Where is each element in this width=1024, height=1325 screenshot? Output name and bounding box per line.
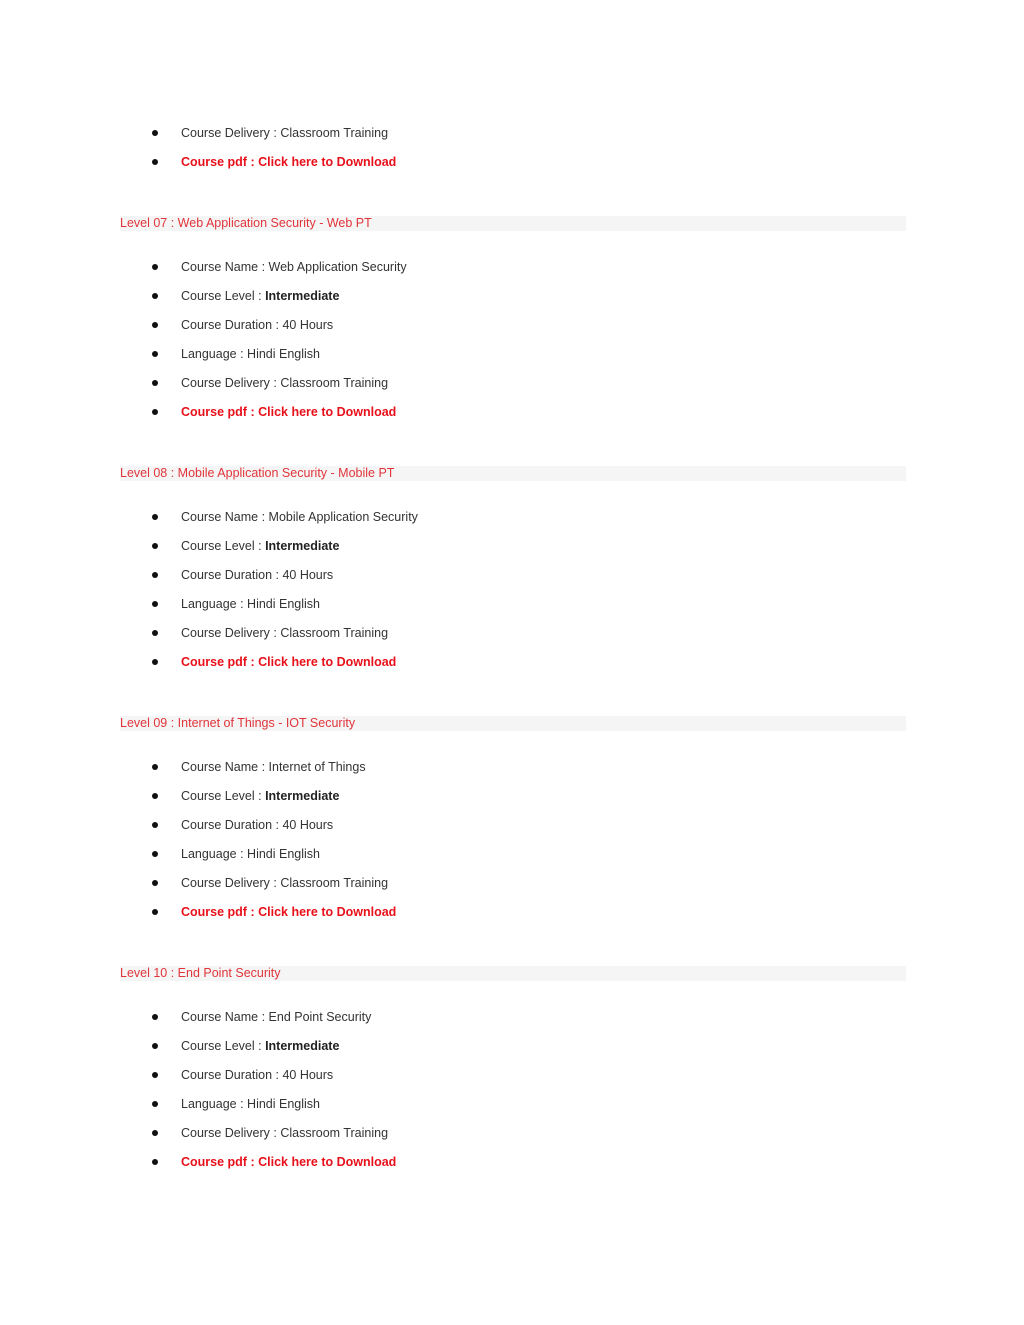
course-pdf-label: Course pdf : xyxy=(181,155,259,169)
course-pdf-link-text: Click here to Download xyxy=(258,1155,397,1169)
course-duration-label: Course Duration : xyxy=(181,568,283,582)
course-level-value: Intermediate xyxy=(265,1039,340,1053)
course-delivery-value: Classroom Training xyxy=(280,1126,389,1140)
course-name-value: Web Application Security xyxy=(268,260,407,274)
course-pdf-label: Course pdf : xyxy=(181,405,259,419)
bullet-icon xyxy=(152,909,158,915)
bullet-icon xyxy=(152,630,158,636)
course-pdf-item xyxy=(181,1154,396,1170)
course-duration-value: 40 Hours xyxy=(282,818,334,832)
bullet-icon xyxy=(152,543,158,549)
bullet-icon xyxy=(152,409,158,415)
course-pdf-label: Course pdf : xyxy=(181,1155,259,1169)
course-name-value: End Point Security xyxy=(268,1010,372,1024)
course-pdf-item xyxy=(181,154,396,170)
bullet-icon xyxy=(152,1101,158,1107)
course-level-value: Intermediate xyxy=(265,289,340,303)
course-pdf-item xyxy=(181,654,396,670)
course-delivery-label: Course Delivery : xyxy=(181,1126,281,1140)
bullet-icon xyxy=(152,572,158,578)
bullet-icon xyxy=(152,322,158,328)
level-08-heading: Level 08 : Mobile Application Security - Mobile PT xyxy=(120,466,906,481)
language-label: Language : xyxy=(181,847,248,861)
course-name-label: Course Name : xyxy=(181,260,269,274)
bullet-icon xyxy=(152,851,158,857)
course-level-value: Intermediate xyxy=(265,539,340,553)
course-name-item xyxy=(181,259,407,275)
course-delivery-item xyxy=(181,375,388,391)
language-item xyxy=(181,346,320,362)
language-item xyxy=(181,1096,320,1112)
bullet-icon xyxy=(152,764,158,770)
course-delivery-value: Classroom Training xyxy=(280,376,389,390)
bullet-icon xyxy=(152,659,158,665)
course-pdf-download-link[interactable] xyxy=(181,1155,396,1169)
course-delivery-value: Classroom Training xyxy=(280,126,389,140)
course-name-item xyxy=(181,1009,371,1025)
course-name-value: Mobile Application Security xyxy=(268,510,418,524)
course-pdf-label: Course pdf : xyxy=(181,905,259,919)
bullet-icon xyxy=(152,793,158,799)
course-level-label: Course Level : xyxy=(181,539,266,553)
course-level-item xyxy=(181,1038,339,1054)
course-duration-item xyxy=(181,1067,333,1083)
course-duration-item xyxy=(181,317,333,333)
language-value: Hindi English xyxy=(247,597,321,611)
course-pdf-download-link[interactable] xyxy=(181,655,396,669)
course-delivery-label: Course Delivery : xyxy=(181,876,281,890)
course-pdf-download-link[interactable] xyxy=(181,405,396,419)
bullet-icon xyxy=(152,822,158,828)
level-09-heading: Level 09 : Internet of Things - IOT Security xyxy=(120,716,906,731)
course-delivery-item xyxy=(181,125,388,141)
level-07-heading: Level 07 : Web Application Security - Web PT xyxy=(120,216,906,231)
bullet-icon xyxy=(152,1159,158,1165)
bullet-icon xyxy=(152,351,158,357)
bullet-icon xyxy=(152,1014,158,1020)
course-duration-value: 40 Hours xyxy=(282,318,334,332)
bullet-icon xyxy=(152,1072,158,1078)
course-pdf-download-link[interactable] xyxy=(181,155,396,169)
course-level-item xyxy=(181,288,339,304)
course-duration-item xyxy=(181,567,333,583)
course-duration-item xyxy=(181,817,333,833)
course-delivery-value: Classroom Training xyxy=(280,876,389,890)
course-pdf-link-text: Click here to Download xyxy=(258,655,397,669)
course-duration-value: 40 Hours xyxy=(282,1068,334,1082)
course-level-item xyxy=(181,788,339,804)
language-label: Language : xyxy=(181,1097,248,1111)
bullet-icon xyxy=(152,130,158,136)
course-pdf-label: Course pdf : xyxy=(181,655,259,669)
bullet-icon xyxy=(152,880,158,886)
course-pdf-link-text: Click here to Download xyxy=(258,155,397,169)
course-pdf-link-text: Click here to Download xyxy=(258,405,397,419)
course-name-value: Internet of Things xyxy=(268,760,366,774)
bullet-icon xyxy=(152,601,158,607)
language-item xyxy=(181,596,320,612)
language-label: Language : xyxy=(181,347,248,361)
course-duration-value: 40 Hours xyxy=(282,568,334,582)
course-name-label: Course Name : xyxy=(181,1010,269,1024)
language-value: Hindi English xyxy=(247,1097,321,1111)
course-name-item xyxy=(181,759,366,775)
course-level-label: Course Level : xyxy=(181,789,266,803)
language-value: Hindi English xyxy=(247,347,321,361)
course-pdf-download-link[interactable] xyxy=(181,905,396,919)
bullet-icon xyxy=(152,264,158,270)
bullet-icon xyxy=(152,1043,158,1049)
bullet-icon xyxy=(152,159,158,165)
course-name-label: Course Name : xyxy=(181,760,269,774)
course-delivery-item xyxy=(181,875,388,891)
course-pdf-item xyxy=(181,904,396,920)
course-pdf-item xyxy=(181,404,396,420)
course-level-label: Course Level : xyxy=(181,1039,266,1053)
level-10-heading: Level 10 : End Point Security xyxy=(120,966,906,981)
course-delivery-label: Course Delivery : xyxy=(181,376,281,390)
bullet-icon xyxy=(152,514,158,520)
course-duration-label: Course Duration : xyxy=(181,318,283,332)
language-item xyxy=(181,846,320,862)
course-duration-label: Course Duration : xyxy=(181,818,283,832)
language-value: Hindi English xyxy=(247,847,321,861)
course-pdf-link-text: Click here to Download xyxy=(258,905,397,919)
language-label: Language : xyxy=(181,597,248,611)
course-name-item xyxy=(181,509,418,525)
course-delivery-value: Classroom Training xyxy=(280,626,389,640)
course-delivery-item xyxy=(181,625,388,641)
bullet-icon xyxy=(152,1130,158,1136)
course-delivery-label: Course Delivery : xyxy=(181,126,281,140)
course-delivery-label: Course Delivery : xyxy=(181,626,281,640)
course-duration-label: Course Duration : xyxy=(181,1068,283,1082)
course-name-label: Course Name : xyxy=(181,510,269,524)
bullet-icon xyxy=(152,380,158,386)
bullet-icon xyxy=(152,293,158,299)
course-level-item xyxy=(181,538,339,554)
course-level-label: Course Level : xyxy=(181,289,266,303)
course-delivery-item xyxy=(181,1125,388,1141)
course-level-value: Intermediate xyxy=(265,789,340,803)
